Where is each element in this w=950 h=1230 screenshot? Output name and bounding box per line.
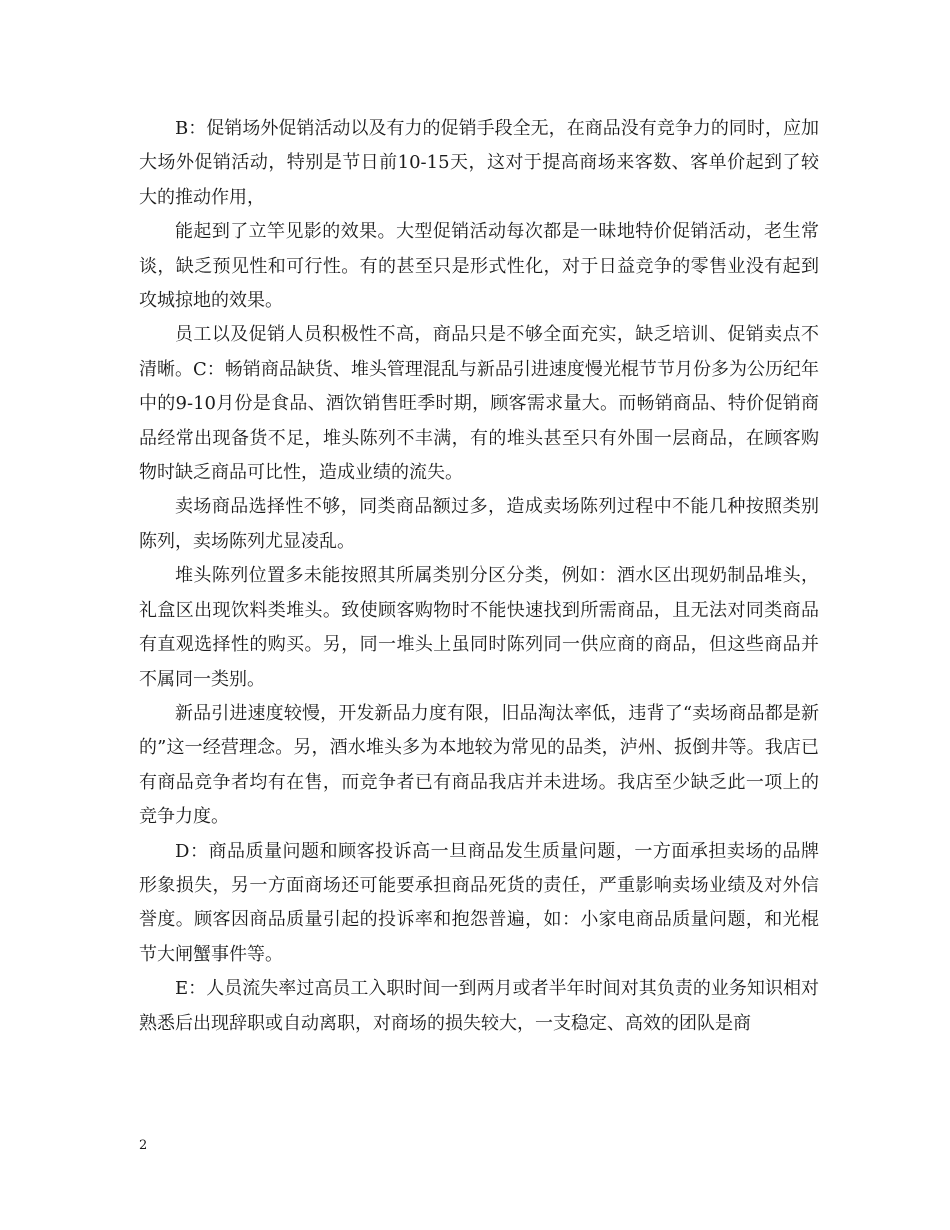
paragraph-staff-stockout: 员工以及促销人员积极性不高，商品只是不够全面充实，缺乏培训、促销卖点不清晰。C：畅销商品缺货、堆头管理混乱与新品引进速度慢光棍节节月份多为公历纪年中的9-10月份是食品、酒饮销售旺季时期，顾客需求量大。而畅销商品、特价促销商品经常出现备货不足，堆头陈列不丰满，有的堆头甚至只有外围一层商品，在顾客购物时缺乏商品可比性，造成业绩的流失。 <box>139 324 819 484</box>
paragraph-quality-complaints: D：商品质量问题和顾客投诉高一旦商品发生质量问题，一方面承担卖场的品牌形象损失，另一方面商场还可能要承担商品死货的责任，严重影响卖场业绩及对外信誉度。顾客因商品质量引起的投诉率和抱怨普遍，如：小家电商品质量问题，和光棍节大闸蟹事件等。 <box>139 840 819 965</box>
paragraph-product-selection: 卖场商品选择性不够，同类商品额过多，造成卖场陈列过程中不能几种按照类别陈列，卖场陈列尤显凌乱。 <box>139 496 819 552</box>
paragraph-staff-turnover: E：人员流失率过高员工入职时间一到两月或者半年时间对其负责的业务知识相对熟悉后出现辞职或自动离职，对商场的损失较大，一支稳定、高效的团队是商 <box>139 978 819 1034</box>
body-text <box>139 112 819 1041</box>
paragraph-new-products: 新品引进速度较慢，开发新品力度有限，旧品淘汰率低，违背了“卖场商品都是新的”这一经营理念。另，酒水堆头多为本地较为常见的品类，泸州、扳倒井等。我店已有商品竞争者均有在售，而竞争者已有商品我店并未进场。我店至少缺乏此一项上的竞争力度。 <box>139 702 819 828</box>
paragraph-promotion-effect: 能起到了立竿见影的效果。大型促销活动每次都是一昧地特价促销活动，老生常谈，缺乏预见性和可行性。有的甚至只是形式性化，对于日益竞争的零售业没有起到攻城掠地的效果。 <box>139 221 819 312</box>
paragraph-promotion: B：促销场外促销活动以及有力的促销手段全无，在商品没有竞争力的同时，应加大场外促销活动，特别是节日前10-15天，这对于提高商场来客数、客单价起到了较大的推动作用， <box>139 118 819 208</box>
page-number: 2 <box>139 1138 148 1153</box>
paragraph-display-location: 堆头陈列位置多未能按照其所属类别分区分类，例如：酒水区出现奶制品堆头，礼盒区出现饮料类堆头。致使顾客购物时不能快速找到所需商品，且无法对同类商品有直观选择性的购买。另，同一堆头上虽同时陈列同一供应商的商品，但这些商品并不属同一类别。 <box>139 565 819 690</box>
